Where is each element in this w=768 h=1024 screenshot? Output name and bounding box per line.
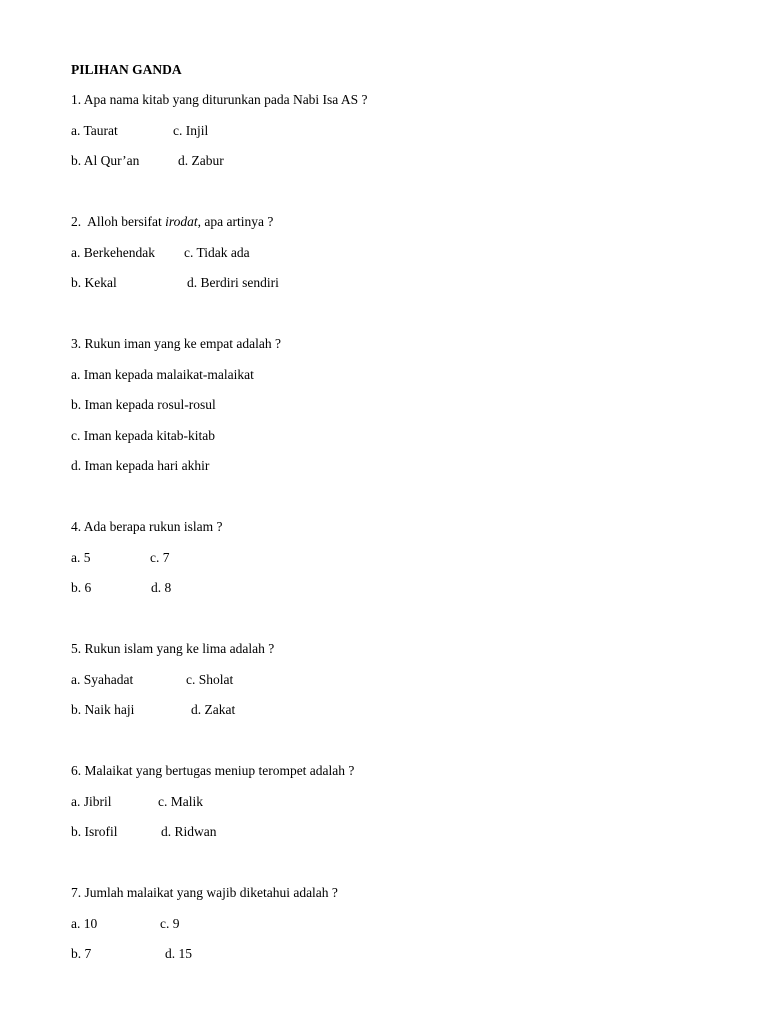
question-text-start: 2. Alloh bersifat (71, 214, 166, 229)
question-text: 7. Jumlah malaikat yang wajib diketahui adalah ? (71, 885, 338, 900)
option-d[interactable]: d. Iman kepada hari akhir (71, 458, 210, 473)
option-b[interactable]: b. 6 (71, 580, 92, 595)
option-a[interactable]: a. 10 (71, 915, 98, 931)
option-b[interactable]: b. Kekal (71, 275, 117, 290)
option-row (71, 152, 711, 183)
option-a[interactable]: a. 5 (71, 549, 91, 565)
option-b[interactable]: b. Iman kepada rosul-rosul (71, 397, 216, 412)
question-1 (71, 91, 711, 183)
option-b[interactable]: b. Naik haji (71, 702, 135, 717)
option-c[interactable]: c. Tidak ada (184, 244, 250, 260)
question-4 (71, 518, 711, 610)
option-a[interactable]: a. Iman kepada malaikat-malaikat (71, 366, 254, 382)
option-row (71, 122, 711, 153)
question-text: 3. Rukun iman yang ke empat adalah ? (71, 336, 281, 351)
option-d[interactable]: d. Zabur (178, 153, 224, 168)
option-a[interactable]: a. Syahadat (71, 671, 134, 687)
option-row (71, 915, 711, 946)
option-row (71, 793, 711, 824)
option-row (71, 244, 711, 275)
option-row (71, 274, 711, 305)
option-c[interactable]: c. Iman kepada kitab-kitab (71, 427, 215, 443)
option-c[interactable]: c. Sholat (186, 671, 234, 687)
question-text: 5. Rukun islam yang ke lima adalah ? (71, 641, 275, 656)
question-3 (71, 335, 711, 488)
question-text: 4. Ada berapa rukun islam ? (71, 519, 223, 534)
option-row (71, 823, 711, 854)
question-5 (71, 640, 711, 732)
question-text: 6. Malaikat yang bertugas meniup terompet adalah ? (71, 763, 355, 778)
question-2 (71, 213, 711, 305)
option-a[interactable]: a. Berkehendak (71, 244, 155, 260)
option-row (71, 579, 711, 610)
question-6 (71, 762, 711, 854)
option-b[interactable]: b. Isrofil (71, 824, 118, 839)
question-text: 1. Apa nama kitab yang diturunkan pada Nabi Isa AS ? (71, 92, 368, 107)
page-title: PILIHAN GANDA (71, 62, 182, 77)
option-d[interactable]: d. Ridwan (161, 824, 217, 839)
option-b[interactable]: b. Al Qur’an (71, 153, 140, 168)
question-text-emphasis: irodat (165, 214, 198, 229)
option-a[interactable]: a. Jibril (71, 793, 112, 809)
option-c[interactable]: c. 7 (150, 549, 170, 565)
option-b[interactable]: b. 7 (71, 946, 92, 961)
question-text (71, 213, 711, 244)
option-row (71, 701, 711, 732)
option-d[interactable]: d. 15 (165, 946, 192, 961)
option-c[interactable]: c. Malik (158, 793, 203, 809)
option-d[interactable]: d. Berdiri sendiri (187, 275, 279, 290)
option-d[interactable]: d. 8 (151, 580, 172, 595)
option-row (71, 671, 711, 702)
question-7 (71, 884, 711, 976)
option-c[interactable]: c. Injil (173, 122, 209, 138)
option-row (71, 549, 711, 580)
option-row (71, 945, 711, 976)
option-d[interactable]: d. Zakat (191, 702, 236, 717)
option-a[interactable]: a. Taurat (71, 122, 118, 138)
option-c[interactable]: c. 9 (160, 915, 180, 931)
document-page (71, 61, 711, 976)
question-text-end: , apa artinya ? (197, 214, 274, 229)
